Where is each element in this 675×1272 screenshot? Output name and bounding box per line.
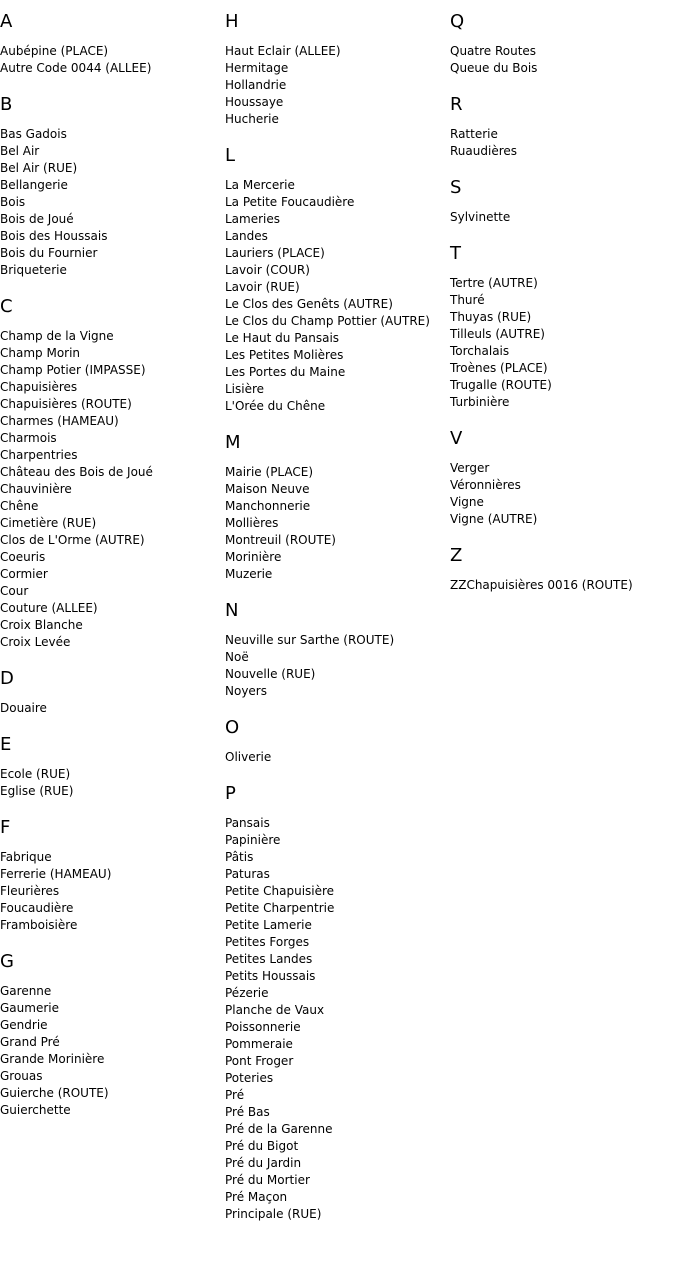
street-link[interactable]: Pré du Jardin	[225, 1156, 302, 1170]
street-link[interactable]: Petits Houssais	[225, 969, 316, 983]
letter-heading: Z	[450, 545, 463, 566]
street-link[interactable]: Château des Bois de Joué	[0, 465, 153, 479]
street-list	[225, 815, 447, 1223]
letter-group-z	[450, 534, 672, 600]
street-link[interactable]: Ruaudières	[450, 144, 518, 158]
street-link[interactable]: Pré Maçon	[225, 1190, 288, 1204]
column-2	[225, 0, 447, 1229]
letter-heading: B	[0, 94, 13, 115]
street-link[interactable]: Tertre (AUTRE)	[450, 276, 538, 290]
street-list	[225, 632, 447, 700]
street-link[interactable]: Noë	[225, 650, 249, 664]
street-link[interactable]: Petites Landes	[225, 952, 313, 966]
letter-group-t	[450, 232, 672, 417]
letter-group-b	[0, 83, 222, 285]
street-list	[0, 849, 222, 934]
street-link[interactable]: Landes	[225, 229, 268, 243]
letter-group-o	[225, 706, 447, 772]
street-link[interactable]: Bois de Joué	[0, 212, 74, 226]
street-link[interactable]: Maison Neuve	[225, 482, 310, 496]
letter-heading: H	[225, 11, 239, 32]
street-link[interactable]: Poissonnerie	[225, 1020, 301, 1034]
street-link[interactable]: Petite Chapuisière	[225, 884, 335, 898]
street-link[interactable]: Grand Pré	[0, 1035, 60, 1049]
street-link[interactable]: Charmes (HAMEAU)	[0, 414, 119, 428]
street-link[interactable]: Ferrerie (HAMEAU)	[0, 867, 112, 881]
street-link[interactable]: Ratterie	[450, 127, 498, 141]
street-list	[450, 460, 672, 528]
letter-group-h	[225, 0, 447, 134]
street-link[interactable]: Guierchette	[0, 1103, 71, 1117]
street-list	[0, 43, 222, 77]
street-list	[450, 577, 672, 594]
street-link[interactable]: Cimetière (RUE)	[0, 516, 97, 530]
street-link[interactable]: Eglise (RUE)	[0, 784, 74, 798]
street-link[interactable]: Le Clos du Champ Pottier (AUTRE)	[225, 314, 430, 328]
street-link[interactable]: Pré du Mortier	[225, 1173, 310, 1187]
street-list	[0, 126, 222, 279]
street-link[interactable]: Bas Gadois	[0, 127, 67, 141]
street-link[interactable]: Chapuisières	[0, 380, 78, 394]
street-link[interactable]: Lameries	[225, 212, 281, 226]
street-link[interactable]: Couture (ALLEE)	[0, 601, 98, 615]
street-link[interactable]: Charmois	[0, 431, 57, 445]
street-link[interactable]: Hucherie	[225, 112, 279, 126]
street-link[interactable]: Lavoir (COUR)	[225, 263, 310, 277]
street-link[interactable]: Pansais	[225, 816, 270, 830]
street-link[interactable]: Neuville sur Sarthe (ROUTE)	[225, 633, 395, 647]
letter-heading: L	[225, 145, 236, 166]
street-link[interactable]: Paturas	[225, 867, 270, 881]
street-link[interactable]: Bois du Fournier	[0, 246, 98, 260]
street-link[interactable]: Torchalais	[450, 344, 510, 358]
street-link[interactable]: Quatre Routes	[450, 44, 537, 58]
street-list	[0, 700, 222, 717]
street-link[interactable]: Autre Code 0044 (ALLEE)	[0, 61, 152, 75]
street-list	[225, 43, 447, 128]
street-link[interactable]: Manchonnerie	[225, 499, 311, 513]
street-link[interactable]: Principale (RUE)	[225, 1207, 322, 1221]
letter-heading: C	[0, 296, 13, 317]
street-link[interactable]: Chapuisières (ROUTE)	[0, 397, 132, 411]
street-link[interactable]: Pré de la Garenne	[225, 1122, 333, 1136]
street-list	[450, 43, 672, 77]
letter-heading: P	[225, 783, 236, 804]
letter-heading: T	[450, 243, 461, 264]
street-link[interactable]: Tilleuls (AUTRE)	[450, 327, 545, 341]
street-link[interactable]: Mairie (PLACE)	[225, 465, 314, 479]
letter-heading: D	[0, 668, 14, 689]
street-link[interactable]: Douaire	[0, 701, 47, 715]
street-link[interactable]: Petite Lamerie	[225, 918, 312, 932]
street-link[interactable]: Gendrie	[0, 1018, 48, 1032]
street-link[interactable]: Verger	[450, 461, 490, 475]
letter-heading: Q	[450, 11, 465, 32]
street-link[interactable]: La Mercerie	[225, 178, 295, 192]
street-link[interactable]: Les Portes du Maine	[225, 365, 346, 379]
street-link[interactable]: Le Haut du Pansais	[225, 331, 340, 345]
letter-group-l	[225, 134, 447, 421]
letter-group-s	[450, 166, 672, 232]
street-link[interactable]: Aubépine (PLACE)	[0, 44, 109, 58]
street-link[interactable]: L'Orée du Chêne	[225, 399, 326, 413]
street-link[interactable]: Pré	[225, 1088, 245, 1102]
letter-group-c	[0, 285, 222, 657]
letter-group-f	[0, 806, 222, 940]
street-link[interactable]: Charpentries	[0, 448, 78, 462]
street-link[interactable]: Foucaudière	[0, 901, 74, 915]
street-list	[225, 177, 447, 415]
letter-group-m	[225, 421, 447, 589]
column-1	[0, 0, 222, 1125]
street-link[interactable]: Gaumerie	[0, 1001, 59, 1015]
street-link[interactable]: Croix Levée	[0, 635, 71, 649]
street-link[interactable]: Poteries	[225, 1071, 274, 1085]
letter-group-q	[450, 0, 672, 83]
letter-heading: S	[450, 177, 462, 198]
street-link[interactable]: Sylvinette	[450, 210, 511, 224]
street-link[interactable]: Champ de la Vigne	[0, 329, 114, 343]
letter-group-r	[450, 83, 672, 166]
street-link[interactable]: Noyers	[225, 684, 267, 698]
street-link[interactable]: Hermitage	[225, 61, 289, 75]
street-link[interactable]: Fabrique	[0, 850, 52, 864]
street-link[interactable]: Montreuil (ROUTE)	[225, 533, 336, 547]
street-link[interactable]: Fleurières	[0, 884, 60, 898]
street-list	[0, 328, 222, 651]
street-list	[450, 126, 672, 160]
street-link[interactable]: Clos de L'Orme (AUTRE)	[0, 533, 145, 547]
street-link[interactable]: Thuyas (RUE)	[450, 310, 532, 324]
letter-heading: R	[450, 94, 463, 115]
column-3	[450, 0, 672, 600]
street-list	[0, 983, 222, 1119]
street-link[interactable]: Grande Morinière	[0, 1052, 105, 1066]
street-link[interactable]: Pézerie	[225, 986, 269, 1000]
street-link[interactable]: Pâtis	[225, 850, 254, 864]
street-link[interactable]: Pré Bas	[225, 1105, 270, 1119]
street-link[interactable]: Coeuris	[0, 550, 46, 564]
letter-group-e	[0, 723, 222, 806]
letter-heading: A	[0, 11, 13, 32]
street-link[interactable]: Thuré	[450, 293, 485, 307]
street-link[interactable]: Bois des Houssais	[0, 229, 108, 243]
letter-group-g	[0, 940, 222, 1125]
letter-group-n	[225, 589, 447, 706]
street-list	[225, 749, 447, 766]
letter-group-d	[0, 657, 222, 723]
letter-heading: N	[225, 600, 239, 621]
street-link[interactable]: Bois	[0, 195, 26, 209]
street-link[interactable]: Planche de Vaux	[225, 1003, 325, 1017]
street-list	[225, 464, 447, 583]
street-list	[450, 209, 672, 226]
street-link[interactable]: Champ Potier (IMPASSE)	[0, 363, 146, 377]
street-link[interactable]: Houssaye	[225, 95, 284, 109]
letter-heading: G	[0, 951, 14, 972]
street-link[interactable]: Lauriers (PLACE)	[225, 246, 325, 260]
street-link[interactable]: Cormier	[0, 567, 48, 581]
street-link[interactable]: Vigne	[450, 495, 484, 509]
street-link[interactable]: Vigne (AUTRE)	[450, 512, 538, 526]
street-link[interactable]: Turbinière	[450, 395, 510, 409]
street-link[interactable]: Morinière	[225, 550, 282, 564]
letter-heading: M	[225, 432, 241, 453]
street-link[interactable]: Oliverie	[225, 750, 272, 764]
street-list	[0, 766, 222, 800]
street-link[interactable]: Garenne	[0, 984, 52, 998]
street-link[interactable]: Pré du Bigot	[225, 1139, 299, 1153]
street-list	[450, 275, 672, 411]
letter-heading: F	[0, 817, 11, 838]
letter-heading: O	[225, 717, 240, 738]
street-link[interactable]: La Petite Foucaudière	[225, 195, 355, 209]
street-link[interactable]: Ecole (RUE)	[0, 767, 71, 781]
street-link[interactable]: Chauvinière	[0, 482, 72, 496]
street-link[interactable]: Framboisière	[0, 918, 78, 932]
street-link[interactable]: Hollandrie	[225, 78, 287, 92]
street-link[interactable]: Mollières	[225, 516, 279, 530]
street-link[interactable]: Champ Morin	[0, 346, 81, 360]
street-link[interactable]: Trugalle (ROUTE)	[450, 378, 552, 392]
letter-heading: E	[0, 734, 12, 755]
street-link[interactable]: Troènes (PLACE)	[450, 361, 548, 375]
street-link[interactable]: Bel Air (RUE)	[0, 161, 78, 175]
street-link[interactable]: Les Petites Molières	[225, 348, 344, 362]
street-link[interactable]: Petites Forges	[225, 935, 310, 949]
street-link[interactable]: ZZChapuisières 0016 (ROUTE)	[450, 578, 633, 592]
street-link[interactable]: Croix Blanche	[0, 618, 83, 632]
street-link[interactable]: Lisière	[225, 382, 265, 396]
letter-group-p	[225, 772, 447, 1229]
street-link[interactable]: Pont Froger	[225, 1054, 294, 1068]
street-link[interactable]: Briqueterie	[0, 263, 67, 277]
street-link[interactable]: Haut Eclair (ALLEE)	[225, 44, 341, 58]
street-link[interactable]: Guierche (ROUTE)	[0, 1086, 109, 1100]
street-link[interactable]: Petite Charpentrie	[225, 901, 335, 915]
street-link[interactable]: Véronnières	[450, 478, 521, 492]
street-link[interactable]: Le Clos des Genêts (AUTRE)	[225, 297, 393, 311]
street-link[interactable]: Bel Air	[0, 144, 40, 158]
street-link[interactable]: Pommeraie	[225, 1037, 293, 1051]
street-link[interactable]: Papinière	[225, 833, 281, 847]
street-link[interactable]: Bellangerie	[0, 178, 68, 192]
street-link[interactable]: Nouvelle (RUE)	[225, 667, 316, 681]
street-link[interactable]: Lavoir (RUE)	[225, 280, 300, 294]
street-link[interactable]: Chêne	[0, 499, 39, 513]
letter-group-a	[0, 0, 222, 83]
street-link[interactable]: Muzerie	[225, 567, 273, 581]
street-link[interactable]: Cour	[0, 584, 29, 598]
street-link[interactable]: Grouas	[0, 1069, 43, 1083]
street-link[interactable]: Queue du Bois	[450, 61, 538, 75]
letter-heading: V	[450, 428, 463, 449]
letter-group-v	[450, 417, 672, 534]
